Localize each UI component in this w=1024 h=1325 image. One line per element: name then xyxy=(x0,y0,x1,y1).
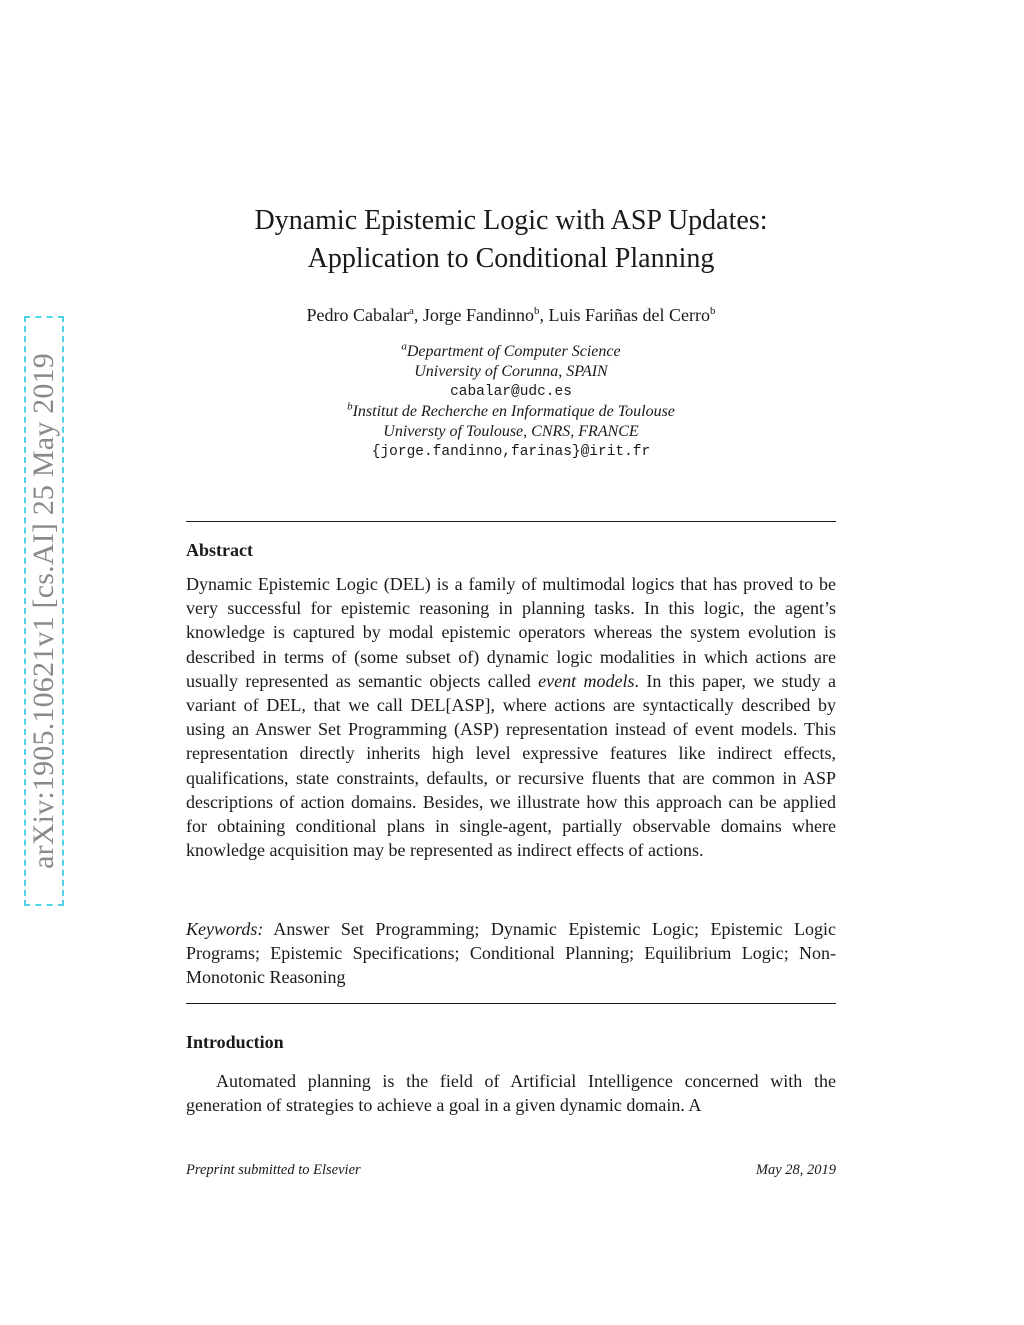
abstract-heading: Abstract xyxy=(186,540,253,560)
author-list: Pedro Cabalar$^a$, Jorge Fandinno$^b$, Luis Fariñas del Cerro$^b$ xyxy=(306,305,716,325)
affil-a-university: University of Corunna, SPAIN xyxy=(414,363,608,380)
footer-date: May 28, 2019 xyxy=(755,1162,836,1178)
title-line-1: Dynamic Epistemic Logic with ASP Updates: xyxy=(254,205,768,236)
keywords xyxy=(186,917,836,990)
affil-a-department: $^a$Department of Computer Science xyxy=(401,340,621,360)
abstract-body: Dynamic Epistemic Logic (DEL) is a family of multimodal logics that has proved to be very successful for epistemic reasoning in planning tasks. In this logic, the agent’s knowledge is captured by modal epistemic operators whereas the system evolution is described in terms of (some subset of) dynamic logic modalities in which actions are usually represented as semantic objects called event models. In this paper, we study a variant of DEL, that we call DEL[ASP], where actions are syntactically described by using an Answer Set Programming (ASP) representation instead of event models. This representation directly inherits high level expressive features like indirect effects, qualifications, state constraints, defaults, or recursive fluents that are common in ASP descriptions of action domains. Besides, we illustrate how this approach can be applied for obtaining conditional plans in single-agent, partially observable domains where knowledge acquisition may be represented as indirect effects of actions. xyxy=(186,574,836,861)
keywords-text: Answer Set Programming; Dynamic Epistemic Logic; Epistemic Logic Programs; Epistemic Specifications; Conditional Planning; Equilibrium Logic; Non-Monotonic Reasoning xyxy=(186,919,836,988)
abstract-emphasis: event models xyxy=(538,670,635,691)
affiliations xyxy=(186,342,836,462)
affil-b-university: Universty of Toulouse, CNRS, FRANCE xyxy=(383,423,639,440)
keywords-label: Keywords: xyxy=(186,919,264,939)
author-name: Jorge Fandinno xyxy=(422,305,535,325)
top-divider xyxy=(186,521,836,522)
author-name: Luis Fariñas del Cerro xyxy=(548,305,710,325)
arxiv-id: arXiv:1905.10621v1 [cs.AI] 25 May 2019 xyxy=(27,353,61,869)
affil-marker: a xyxy=(401,340,407,353)
footer-preprint-note: Preprint submitted to Elsevier xyxy=(186,1162,361,1178)
author-affil-marker: a xyxy=(408,305,414,317)
introduction-body: Automated planning is the field of Artificial Intelligence concerned with the generation of strategies to achieve a goal in a given dynamic domain. A xyxy=(186,1071,836,1116)
author-affil-marker: b xyxy=(710,305,716,317)
paper-title xyxy=(186,202,836,278)
bottom-divider xyxy=(186,1003,836,1004)
title-line-2: Application to Conditional Planning xyxy=(307,243,715,274)
author-name: Pedro Cabalar xyxy=(306,305,409,325)
introduction-heading: Introduction xyxy=(186,1032,284,1052)
affil-b-email: {jorge.fandinno,farinas}@irit.fr xyxy=(371,444,651,460)
affil-a-email: cabalar@udc.es xyxy=(450,384,572,400)
affil-b-institute: $^b$Institut de Recherche en Informatique de Toulouse xyxy=(347,400,675,420)
author-affil-marker: b xyxy=(534,305,540,317)
arxiv-stamp xyxy=(24,316,64,906)
affil-marker: b xyxy=(347,400,353,413)
